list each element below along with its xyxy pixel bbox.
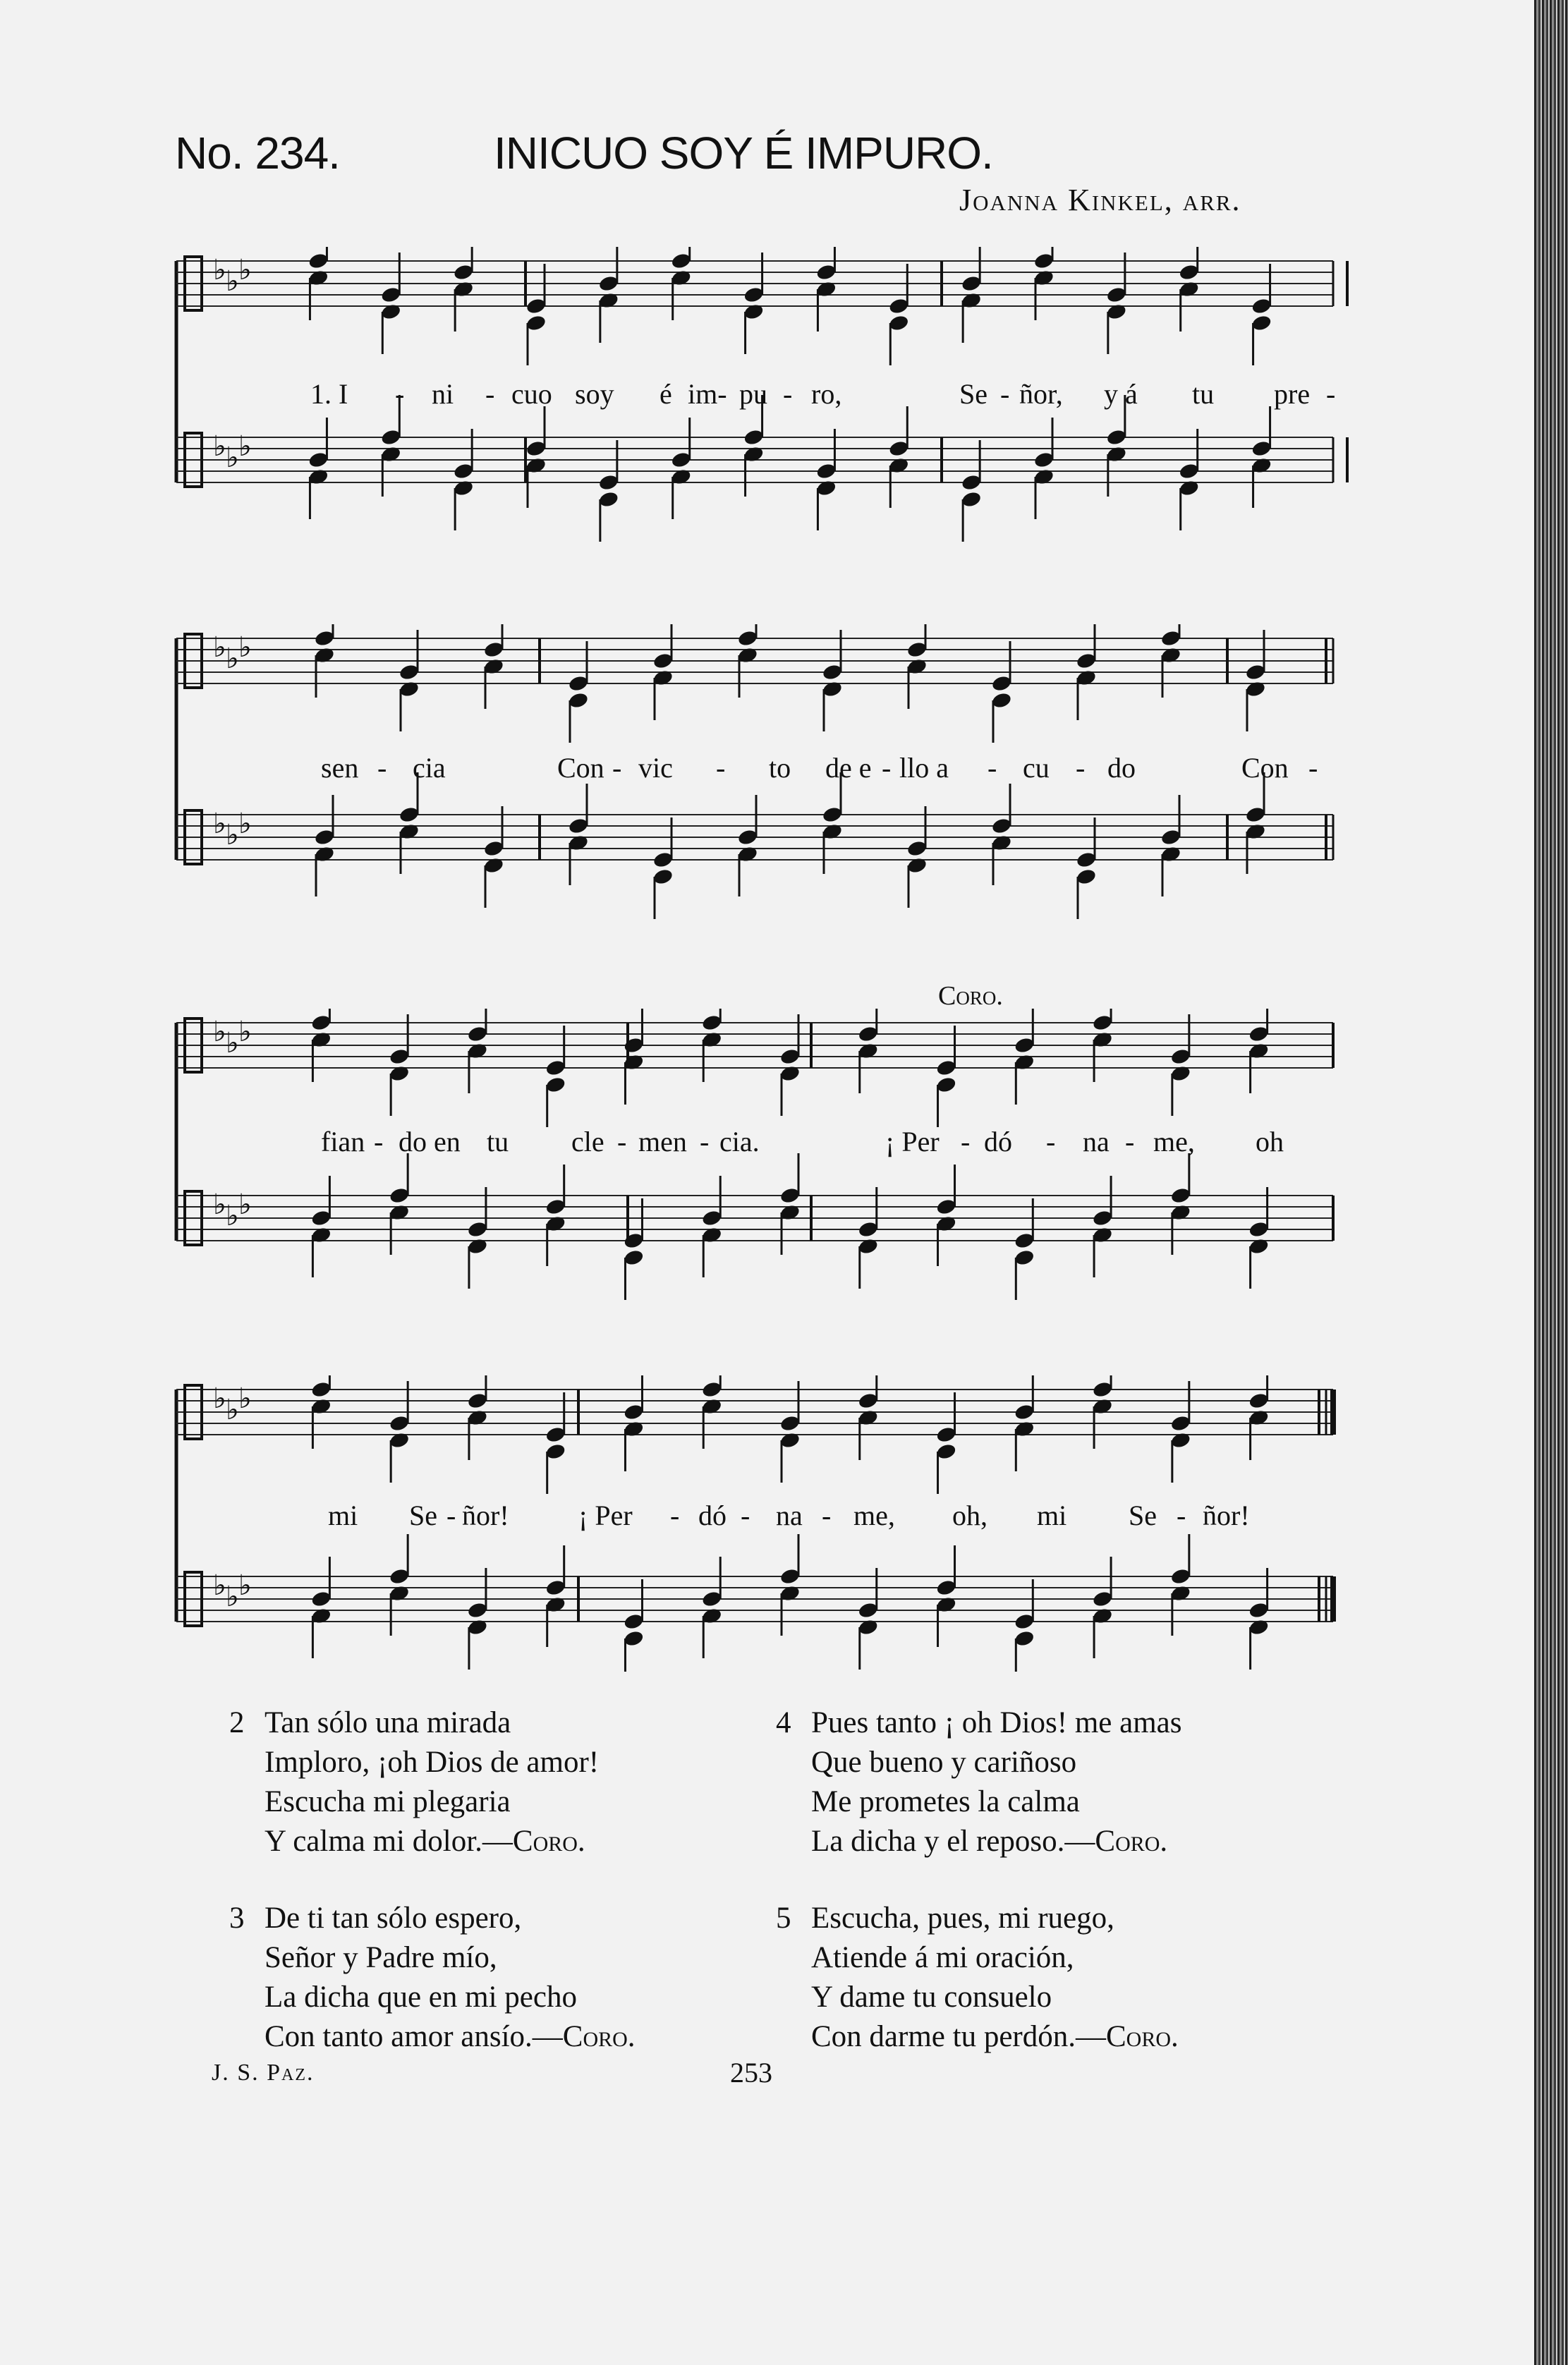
verse-line: Con darme tu perdón.— (811, 2020, 1106, 2053)
lyric-syllable: - (1177, 1500, 1186, 1531)
coro-refrain-marker: Coro. (562, 2020, 636, 2053)
lyric-syllable: llo a (899, 752, 949, 784)
coro-refrain-marker: Coro. (1095, 1825, 1168, 1858)
lyric-syllable: pre (1274, 378, 1311, 410)
lyric-syllable: dó (984, 1126, 1012, 1157)
coro-refrain-marker: Coro. (512, 1825, 585, 1858)
lyric-syllable: de e (825, 752, 872, 784)
lyric-syllable: me, (853, 1500, 895, 1531)
svg-text:♭: ♭ (213, 1016, 226, 1048)
lyric-syllable: me, (1153, 1126, 1195, 1157)
lyric-syllable: - (700, 1126, 710, 1157)
lyric-syllable: oh, (952, 1500, 987, 1531)
lyric-syllable: ro, (811, 378, 842, 410)
lyric-syllable: cle (571, 1126, 604, 1157)
lyric-syllable: dó (698, 1500, 727, 1531)
hymn-title: INICUO SOY É IMPURO. (494, 128, 993, 178)
verse-line: Imploro, ¡oh Dios de amor! (265, 1746, 600, 1779)
svg-text:♭: ♭ (213, 1569, 226, 1602)
verse-line: Pues tanto ¡ oh Dios! me amas (811, 1706, 1182, 1739)
lyric-syllable: - (822, 1500, 832, 1531)
coro-section-label: Coro. (938, 981, 1003, 1011)
lyric-syllable: mi (328, 1500, 358, 1531)
hymn-number: No. 234. (175, 128, 340, 178)
svg-text:♭: ♭ (226, 265, 239, 298)
svg-text:♭: ♭ (226, 442, 239, 474)
lyric-syllable: Con (1241, 752, 1289, 784)
lyric-syllable: ñor, (1019, 378, 1063, 410)
verse-line: Atiende á mi oración, (811, 1941, 1074, 1974)
lyric-syllable: - (374, 1126, 384, 1157)
svg-text:♭: ♭ (213, 808, 226, 840)
svg-text:♭: ♭ (238, 808, 252, 840)
lyric-syllable: cuo (511, 378, 552, 410)
lyric-syllable: - (617, 1126, 627, 1157)
lyric-syllable: - (741, 1500, 750, 1531)
lyric-syllable: mi (1037, 1500, 1067, 1531)
staff-notation (0, 1375, 1534, 1672)
lyric-syllable: Se (959, 378, 987, 410)
svg-text:♭: ♭ (226, 1027, 239, 1059)
lyric-syllable: - (395, 378, 405, 410)
verse-line: Escucha mi plegaria (265, 1785, 511, 1818)
svg-text:♭: ♭ (213, 631, 226, 664)
lyric-syllable: ñor! (1203, 1500, 1250, 1531)
lyric-syllable: Se (1129, 1500, 1157, 1531)
svg-text:♭: ♭ (226, 1394, 239, 1426)
lyric-syllable: tu (1192, 378, 1215, 410)
lyric-syllable: - (1076, 752, 1086, 784)
lyric-syllable: - (882, 752, 892, 784)
verse-line: Y dame tu consuelo (811, 1981, 1052, 2014)
lyric-syllable: - (783, 378, 793, 410)
lyric-syllable: cia (413, 752, 446, 784)
lyric-syllable: cia. (719, 1126, 760, 1157)
verse-5 (776, 1899, 1179, 2057)
lyric-syllable: - (716, 752, 726, 784)
verse-number: 3 (229, 1902, 245, 1935)
music-system-3 (0, 1009, 1534, 1305)
svg-text:♭: ♭ (238, 430, 252, 463)
arranger-credit: Joanna Kinkel, arr. (959, 183, 1241, 217)
lyric-syllable: sen (321, 752, 359, 784)
lyric-syllable: 1. I (310, 378, 348, 410)
verse-line: La dicha y el reposo.— (811, 1825, 1095, 1858)
lyric-syllable: - (377, 752, 387, 784)
lyric-syllable: - (1308, 752, 1318, 784)
lyric-syllable: to (769, 752, 791, 784)
svg-text:♭: ♭ (238, 1569, 252, 1602)
lyric-syllable: - (1046, 1126, 1056, 1157)
verse-line: Con tanto amor ansío.— (265, 2020, 563, 2053)
svg-text:♭: ♭ (238, 1188, 252, 1221)
svg-text:♭: ♭ (213, 1382, 226, 1415)
lyric-syllable: y á (1104, 378, 1138, 410)
lyric-syllable: im- (688, 378, 727, 410)
svg-text:♭: ♭ (226, 819, 239, 851)
lyric-syllable: - (961, 1126, 971, 1157)
lyric-syllable: na (1083, 1126, 1110, 1157)
lyric-syllable: - (612, 752, 622, 784)
lyric-syllable: soy (575, 378, 614, 410)
lyric-syllable: - (446, 1500, 456, 1531)
coro-refrain-marker: Coro. (1105, 2020, 1179, 2053)
lyric-syllable: do (1107, 752, 1136, 784)
svg-text:♭: ♭ (238, 1382, 252, 1415)
verse-number: 4 (776, 1706, 791, 1739)
svg-text:♭: ♭ (226, 1200, 239, 1232)
lyric-syllable: - (1326, 378, 1336, 410)
lyric-syllable: vic (638, 752, 673, 784)
svg-text:♭: ♭ (238, 631, 252, 664)
music-system-2 (0, 624, 1534, 920)
lyric-syllable: - (987, 752, 997, 784)
verse-line: Que bueno y cariñoso (811, 1746, 1077, 1779)
lyric-syllable: é (660, 378, 672, 410)
music-system-1 (0, 247, 1534, 543)
lyric-syllable: pu (739, 378, 767, 410)
lyric-syllable: - (1000, 378, 1010, 410)
lyric-syllable: Se (409, 1500, 437, 1531)
composer-credit: J. S. Paz. (212, 2060, 315, 2086)
lyric-syllable: na (776, 1500, 803, 1531)
lyric-syllable: oh (1256, 1126, 1284, 1157)
svg-text:♭: ♭ (226, 643, 239, 675)
lyric-syllable: - (1125, 1126, 1135, 1157)
verse-line: Escucha, pues, mi ruego, (811, 1902, 1114, 1935)
verse-line: Señor y Padre mío, (265, 1941, 497, 1974)
svg-text:♭: ♭ (226, 1581, 239, 1613)
verse-line: Y calma mi dolor.— (265, 1825, 513, 1858)
page-number: 253 (730, 2057, 772, 2089)
verse-line: De ti tan sólo espero, (265, 1902, 522, 1935)
verse-line: Me prometes la calma (811, 1785, 1080, 1818)
lyric-syllable: ni (432, 378, 454, 410)
verse-3 (229, 1899, 636, 2057)
lyric-syllable: Con (557, 752, 604, 784)
lyric-syllable: - (485, 378, 495, 410)
music-system-4 (0, 1375, 1534, 1672)
verse-4 (776, 1703, 1182, 1861)
lyric-syllable: fian (321, 1126, 365, 1157)
verse-line: La dicha que en mi pecho (265, 1981, 577, 2014)
lyric-syllable: ¡ Per (885, 1126, 940, 1157)
staff-notation (0, 1009, 1534, 1305)
svg-text:♭: ♭ (213, 254, 226, 286)
verse-number: 5 (776, 1902, 791, 1935)
lyric-syllable: ñor! (462, 1500, 509, 1531)
lyric-syllable: men (638, 1126, 687, 1157)
lyric-syllable: ¡ Per (578, 1500, 633, 1531)
svg-text:♭: ♭ (213, 1188, 226, 1221)
svg-text:♭: ♭ (238, 1016, 252, 1048)
staff-notation (0, 624, 1534, 920)
verse-number: 2 (229, 1706, 245, 1739)
book-page-edges (1534, 0, 1568, 2365)
svg-text:♭: ♭ (213, 430, 226, 463)
svg-text:♭: ♭ (238, 254, 252, 286)
verse-2 (229, 1703, 600, 1861)
lyric-syllable: cu (1023, 752, 1050, 784)
lyric-syllable: do en (399, 1126, 461, 1157)
lyric-syllable: - (670, 1500, 680, 1531)
lyric-syllable: tu (487, 1126, 509, 1157)
verse-line: Tan sólo una mirada (265, 1706, 511, 1739)
